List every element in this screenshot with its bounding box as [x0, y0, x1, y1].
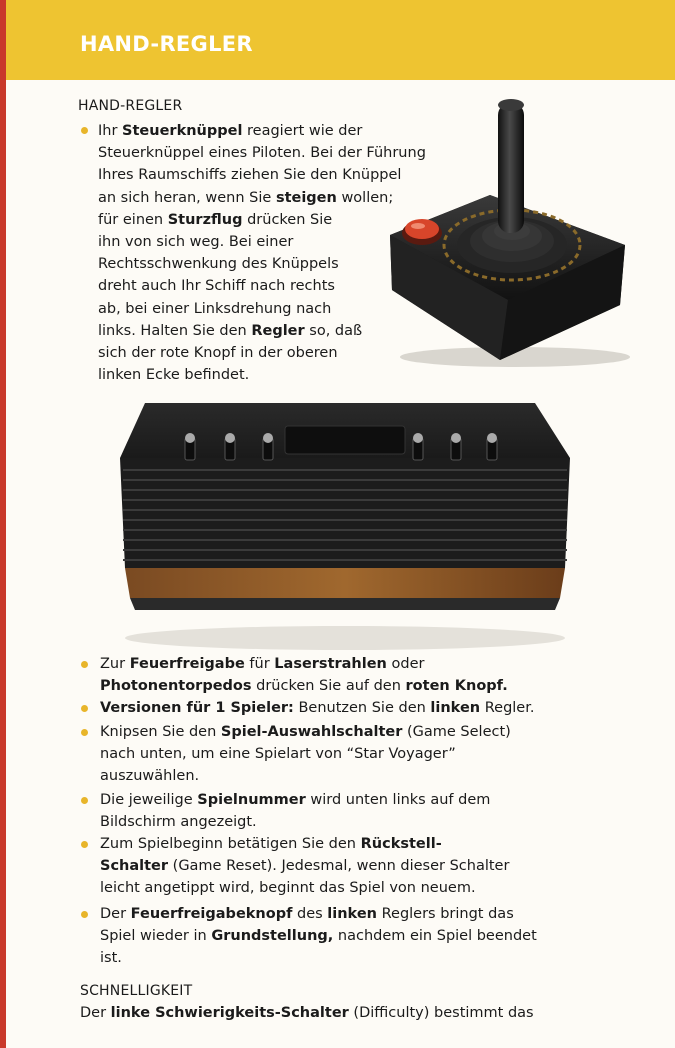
- text-segment: drücken Sie auf den: [251, 678, 406, 695]
- bullet-item: [100, 653, 620, 697]
- text-segment: für einen: [98, 211, 168, 228]
- text-segment: Rechtsschwenkung des Knüppels: [98, 256, 339, 273]
- text-segment: wird unten links auf dem: [305, 792, 491, 808]
- text-line: [100, 789, 620, 811]
- text-segment: Ihres Raumschiffs ziehen Sie den Knüppel: [98, 167, 402, 184]
- text-segment: Steuerknüppel eines Piloten. Bei der Führung: [98, 145, 426, 162]
- text-line: [100, 697, 620, 719]
- bullet-dot: [81, 911, 88, 918]
- text-segment: ab, bei einer Linksdrehung nach: [98, 300, 332, 317]
- text-segment: auszuwählen.: [100, 768, 200, 785]
- text-line: [100, 903, 620, 925]
- text-line: [98, 164, 402, 186]
- bullet-dot: [81, 127, 88, 134]
- text-segment: (Difficulty) bestimmt das: [348, 1005, 534, 1021]
- bullet-dot: [81, 797, 88, 804]
- text-segment: Zum Spielbeginn betätigen Sie den: [100, 836, 361, 852]
- bullet-item: [100, 833, 620, 900]
- text-segment: Photonentorpedos: [100, 678, 252, 695]
- bullet-item: [100, 697, 620, 719]
- text-segment: nach unten, um eine Spielart von “Star Voyager”: [100, 746, 456, 763]
- text-segment: Laserstrahlen: [274, 656, 387, 672]
- console-image: [115, 398, 575, 653]
- text-segment: reagiert wie der: [242, 123, 363, 139]
- text-segment: Grundstellung,: [211, 928, 334, 945]
- text-segment: Feuerfreigabeknopf: [130, 906, 293, 922]
- text-segment: an sich heran, wenn Sie: [98, 189, 276, 206]
- text-segment: Regler: [251, 322, 305, 339]
- text-segment: wollen;: [336, 189, 394, 206]
- text-line: [100, 925, 620, 947]
- text-segment: leicht angetippt wird, beginnt das Spiel von neuem.: [100, 880, 476, 897]
- text-line: [98, 298, 398, 320]
- joystick-image: [380, 95, 635, 370]
- text-segment: Ihr: [98, 123, 123, 139]
- text-line: [100, 743, 620, 765]
- text-segment: linken: [327, 906, 377, 922]
- text-line: [98, 187, 398, 209]
- text-segment: nachdem ein Spiel beendet: [333, 928, 537, 945]
- text-segment: Benutzen Sie den: [293, 700, 431, 716]
- text-line: [100, 855, 620, 877]
- text-segment: Versionen für 1 Spieler:: [100, 700, 294, 716]
- header-banner: [6, 0, 675, 80]
- text-segment: linken Ecke befindet.: [98, 367, 250, 384]
- section-heading-schnelligkeit: SCHNELLIGKEIT: [80, 983, 193, 999]
- section1-paragraph: [98, 120, 426, 386]
- text-segment: Sturzflug: [167, 211, 243, 228]
- text-segment: Rückstell-: [360, 836, 442, 852]
- text-segment: linke Schwierigkeits-Schalter: [110, 1005, 349, 1021]
- text-line: [98, 275, 398, 297]
- text-line: [98, 364, 398, 386]
- text-segment: (Game Reset). Jedesmal, wenn dieser Schalter: [168, 858, 510, 875]
- bullet-item: [100, 903, 620, 970]
- bullet-item: [100, 789, 620, 833]
- section2-line: [80, 1005, 534, 1021]
- text-line: [100, 947, 620, 969]
- text-segment: sich der rote Knopf in der oberen: [98, 345, 338, 362]
- text-segment: (Game Select): [402, 724, 511, 740]
- text-line: [98, 342, 398, 364]
- text-segment: drücken Sie: [242, 211, 333, 228]
- text-line: [98, 231, 398, 253]
- section-heading-handregler: HAND-REGLER: [78, 98, 183, 114]
- text-segment: Reglers bringt das: [376, 906, 514, 922]
- page-edge: [0, 0, 6, 1048]
- text-segment: Die jeweilige: [100, 792, 198, 808]
- text-line: [100, 877, 620, 899]
- text-segment: steigen: [275, 189, 337, 206]
- text-segment: Regler.: [480, 700, 535, 716]
- text-segment: Knipsen Sie den: [100, 724, 221, 740]
- text-segment: dreht auch Ihr Schiff nach rechts: [98, 278, 335, 295]
- text-line: [100, 653, 620, 675]
- text-line: [98, 209, 398, 231]
- text-segment: für: [244, 656, 275, 672]
- text-segment: linken: [430, 700, 481, 716]
- text-segment: oder: [386, 656, 425, 672]
- text-segment: Bildschirm angezeigt.: [100, 814, 257, 831]
- text-segment: links. Halten Sie den: [98, 322, 252, 339]
- text-segment: des: [292, 906, 328, 922]
- text-segment: Zur: [100, 656, 130, 672]
- text-line: [98, 142, 426, 164]
- header-title: HAND-REGLER: [80, 32, 253, 56]
- text-segment: Der: [100, 906, 131, 922]
- bullet-dot: [81, 841, 88, 848]
- text-line: [100, 765, 620, 787]
- bullet-dot: [81, 729, 88, 736]
- bullet-dot: [81, 661, 88, 668]
- text-segment: ihn von sich weg. Bei einer: [98, 234, 294, 251]
- text-segment: roten Knopf.: [405, 678, 508, 695]
- text-line: [100, 833, 620, 855]
- text-line: [98, 120, 398, 142]
- text-line: [98, 253, 398, 275]
- text-segment: Steuerknüppel: [122, 123, 243, 139]
- text-segment: Feuerfreigabe: [129, 656, 245, 672]
- bullet-dot: [81, 705, 88, 712]
- bullet-item: [100, 721, 620, 788]
- text-segment: Schalter: [100, 858, 169, 875]
- text-segment: ist.: [100, 950, 122, 967]
- text-segment: Der: [80, 1005, 111, 1021]
- text-line: [100, 721, 620, 743]
- text-line: [98, 320, 398, 342]
- text-line: [100, 675, 620, 697]
- text-segment: Spiel wieder in: [100, 928, 212, 945]
- text-segment: so, daß: [304, 322, 363, 339]
- text-line: [100, 811, 620, 833]
- text-segment: Spiel-Auswahlschalter: [220, 724, 403, 740]
- text-segment: Spielnummer: [197, 792, 306, 808]
